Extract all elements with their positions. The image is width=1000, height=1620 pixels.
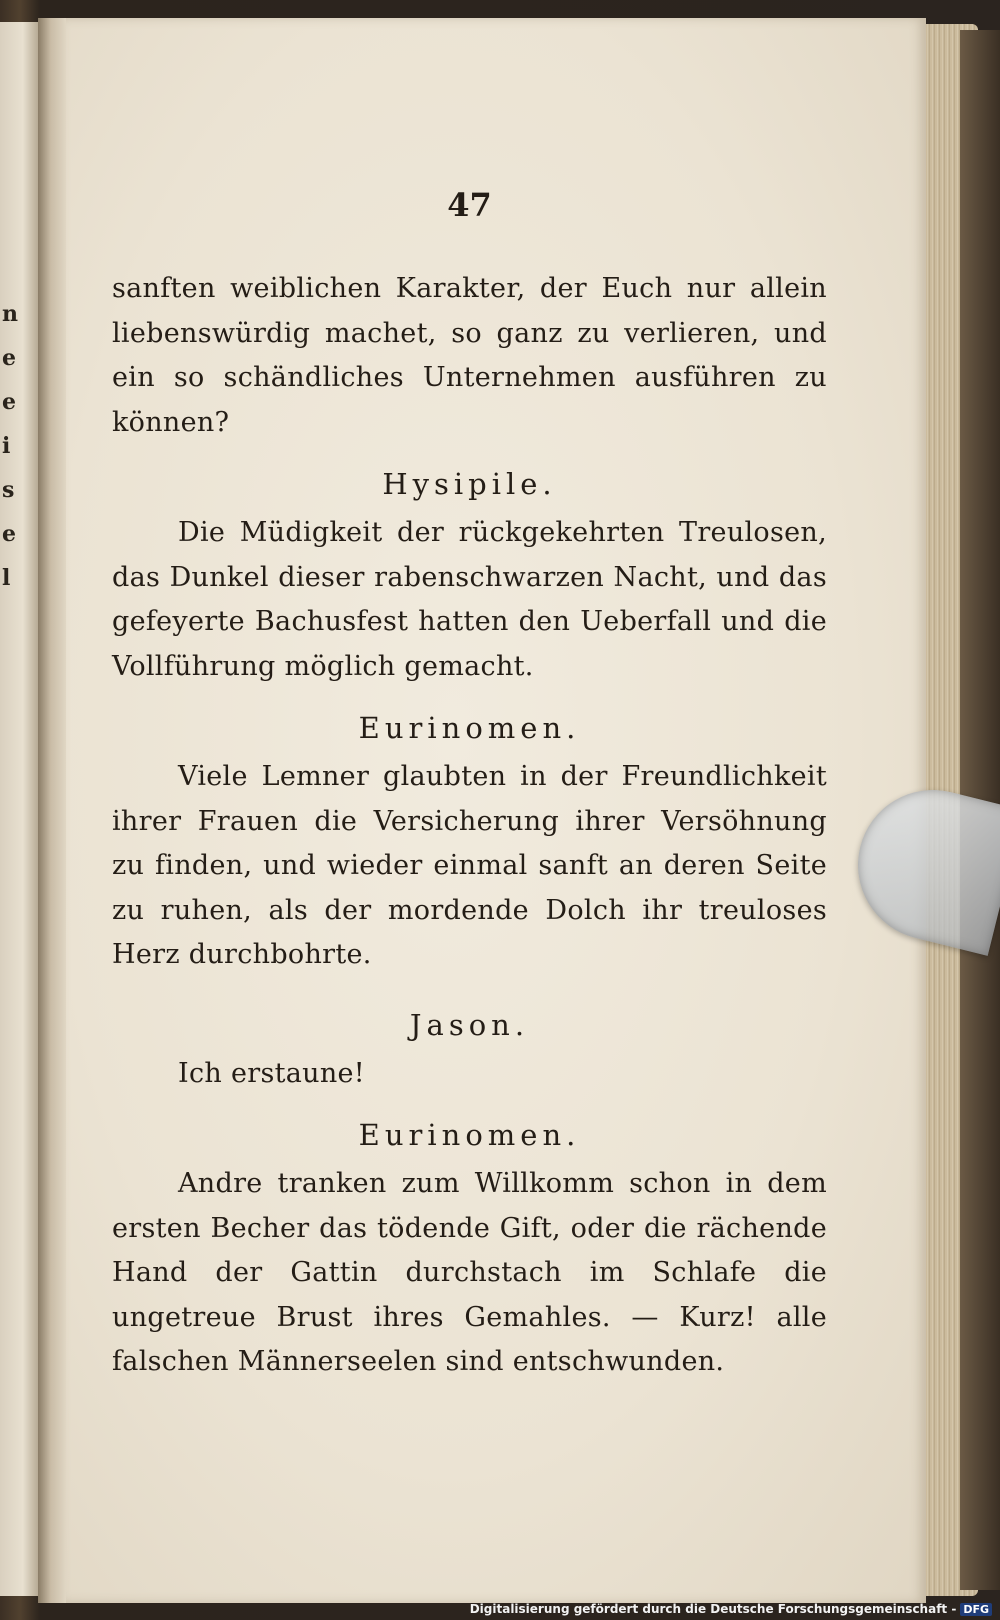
paragraph: Andre tranken zum Willkomm schon in dem ersten Becher das tödende Gift, oder die rächende Hand der Gattin durchstach im Schlafe die ungetreue Brust ihres Gemahles. — Kurz! alle falschen Männerseelen sind entschwunden. xyxy=(112,1168,827,1377)
speaker-heading: Jason. xyxy=(409,1007,530,1042)
left-glyph: l xyxy=(2,565,11,591)
left-glyph: e xyxy=(2,345,16,371)
speaker-heading: Eurinomen. xyxy=(358,711,581,745)
speaker-heading: Eurinomen. xyxy=(358,1118,581,1152)
digitization-credit xyxy=(470,1602,992,1616)
left-glyph: e xyxy=(2,521,16,547)
left-page-edge xyxy=(0,22,38,1596)
page-content xyxy=(112,185,827,1385)
paragraph: sanften weiblichen Karakter, der Euch nur allein liebenswürdig machet, so ganz zu verlieren, und ein so schändliches Unternehmen ausführen zu können? xyxy=(112,273,827,438)
paragraph: Die Müdigkeit der rückgekehrten Treulosen, das Dunkel dieser rabenschwarzen Nacht, und das gefeyerte Bachusfest hatten den Ueberfall und die Vollführung möglich gemacht. xyxy=(112,517,827,682)
left-glyph: n xyxy=(2,301,18,327)
credit-text: Digitalisierung gefördert durch die Deutsche Forschungsgemeinschaft - xyxy=(469,1602,957,1616)
left-page-glyphs xyxy=(2,292,22,600)
left-glyph: i xyxy=(2,433,11,459)
dfg-logo: DFG xyxy=(960,1603,992,1616)
left-glyph: e xyxy=(2,389,16,415)
paragraph: Ich erstaune! xyxy=(178,1057,365,1089)
speaker-heading: Hysipile. xyxy=(382,467,557,501)
paragraph: Viele Lemner glaubten in der Freundlichkeit ihrer Frauen die Versicherung ihrer Versöhnung zu finden, und wieder einmal sanft an deren Seite zu ruhen, als der mordende Dolch ihr treuloses Herz durchbohrte. xyxy=(112,761,827,970)
page-number: 47 xyxy=(447,186,492,224)
left-glyph: s xyxy=(2,477,15,503)
